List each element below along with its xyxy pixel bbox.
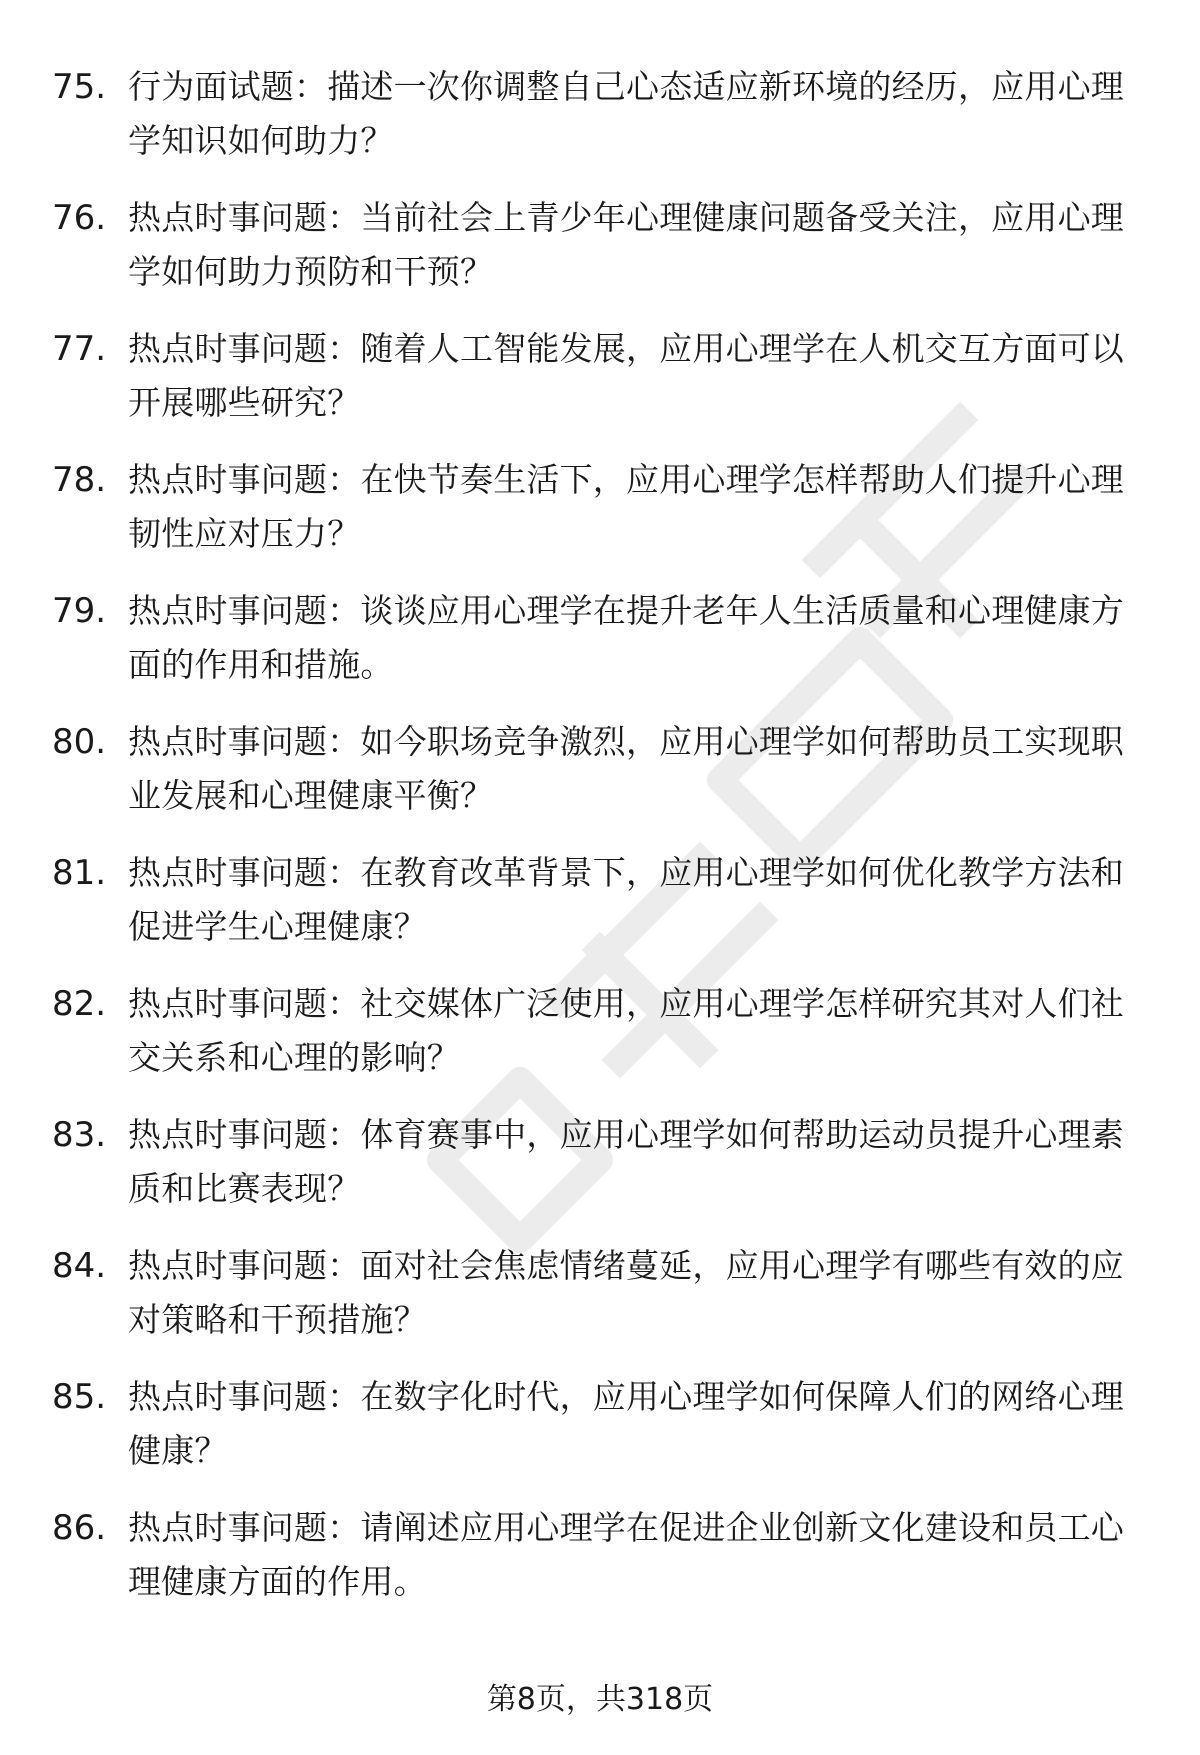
page-footer: 第8页，共318页 xyxy=(486,1682,714,1717)
question-list xyxy=(52,60,1142,1632)
question-text: 热点时事问题：在快节奏生活下，应用心理学怎样帮助人们提升心理韧性应对压力？ xyxy=(128,460,1124,553)
list-item xyxy=(52,1108,1142,1239)
list-item xyxy=(52,191,1142,322)
question-text: 热点时事问题：体育赛事中，应用心理学如何帮助运动员提升心理素质和比赛表现？ xyxy=(128,1115,1124,1208)
question-number: 78. xyxy=(52,460,107,500)
question-text: 热点时事问题：随着人工智能发展，应用心理学在人机交互方面可以开展哪些研究？ xyxy=(128,329,1124,422)
list-item xyxy=(52,715,1142,846)
question-number: 83. xyxy=(52,1115,107,1155)
list-item xyxy=(52,1239,1142,1370)
list-item xyxy=(52,1370,1142,1501)
question-text: 热点时事问题：谈谈应用心理学在提升老年人生活质量和心理健康方面的作用和措施。 xyxy=(128,591,1124,684)
question-number: 75. xyxy=(52,67,107,107)
question-text: 热点时事问题：请阐述应用心理学在促进企业创新文化建设和员工心理健康方面的作用。 xyxy=(128,1508,1124,1601)
question-number: 86. xyxy=(52,1508,107,1548)
question-number: 77. xyxy=(52,329,107,369)
question-number: 85. xyxy=(52,1377,107,1417)
question-text: 热点时事问题：如今职场竞争激烈，应用心理学如何帮助员工实现职业发展和心理健康平衡？ xyxy=(128,722,1124,815)
question-text: 热点时事问题：在教育改革背景下，应用心理学如何优化教学方法和促进学生心理健康？ xyxy=(128,853,1124,946)
question-text: 行为面试题：描述一次你调整自己心态适应新环境的经历，应用心理学知识如何助力？ xyxy=(128,67,1124,160)
question-number: 79. xyxy=(52,591,107,631)
list-item xyxy=(52,453,1142,584)
question-number: 84. xyxy=(52,1246,107,1286)
list-item xyxy=(52,977,1142,1108)
question-text: 热点时事问题：面对社会焦虑情绪蔓延，应用心理学有哪些有效的应对策略和干预措施？ xyxy=(128,1246,1124,1339)
list-item xyxy=(52,60,1142,191)
question-text: 热点时事问题：社交媒体广泛使用，应用心理学怎样研究其对人们社交关系和心理的影响？ xyxy=(128,984,1124,1077)
question-number: 80. xyxy=(52,722,107,762)
question-number: 81. xyxy=(52,853,107,893)
question-text: 热点时事问题：在数字化时代，应用心理学如何保障人们的网络心理健康？ xyxy=(128,1377,1124,1470)
list-item xyxy=(52,1501,1142,1632)
question-number: 82. xyxy=(52,984,107,1024)
question-text: 热点时事问题：当前社会上青少年心理健康问题备受关注，应用心理学如何助力预防和干预？ xyxy=(128,198,1124,291)
question-number: 76. xyxy=(52,198,107,238)
list-item xyxy=(52,584,1142,715)
list-item xyxy=(52,322,1142,453)
list-item xyxy=(52,846,1142,977)
